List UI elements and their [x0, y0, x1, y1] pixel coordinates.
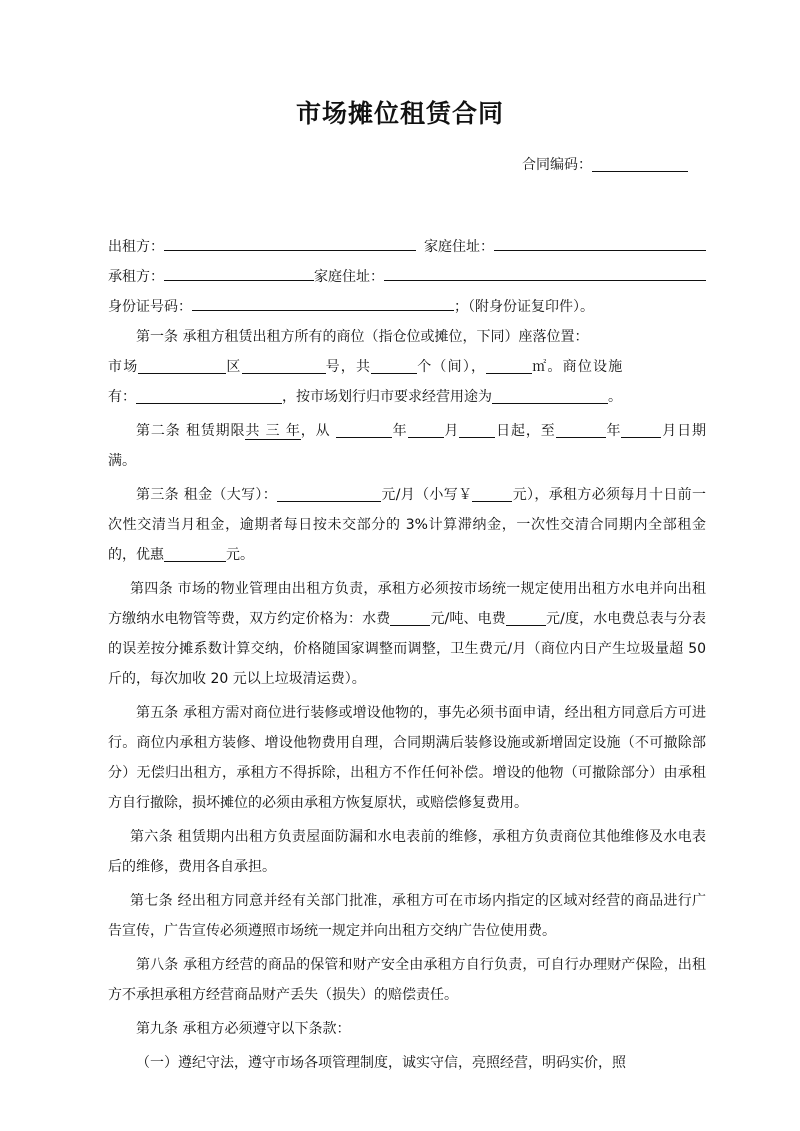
- article-1-facilities: [108, 382, 706, 412]
- facilities-label: 有：: [108, 389, 136, 405]
- sanitation-text: 元/月（商位内日产生垃圾量超 50 斤的，每次加收 20 元以上垃圾清运费）。: [108, 641, 707, 687]
- discount-blank[interactable]: [164, 545, 226, 562]
- article-4-text: 第四条 市场的物业管理由出租方负责，承租方必须按市场统一规定使用出租方水电并向出租方缴纳水电物管等费，双方约定价格为：水费: [108, 581, 706, 627]
- article-3-text: 元），承租方必须每月十日前一次性交清当月租金，逾期者每日按未交部分的 3%计算滞纳金，一次性交清合同期内全部租金的，优惠: [108, 487, 706, 563]
- power-fee-blank[interactable]: [506, 609, 546, 626]
- article-8: 第八条 承租方经营的商品的保管和财产安全由承租方自行负责，可自行办理财产保险，出租方不承担承租方经营商品财产丢失（损失）的赔偿责任。: [108, 957, 706, 1003]
- lessee-row: [108, 262, 706, 292]
- contract-number: [522, 154, 688, 174]
- start-month-label: 月: [443, 423, 460, 439]
- end-month-blank[interactable]: [621, 421, 661, 438]
- end-year-label: 年: [605, 423, 622, 439]
- usage-label: ，按市场划行归市要求经营用途为: [282, 389, 492, 405]
- rent-label: 第三条 租金（大写）：: [136, 487, 278, 503]
- start-year-blank[interactable]: [336, 421, 392, 438]
- start-day-blank[interactable]: [459, 421, 495, 438]
- start-year-label: 年: [391, 423, 408, 439]
- article-7: 第七条 经出租方同意并经有关部门批准，承租方可在市场内指定的区域对经营的商品进行广告宣传，广告宣传必须遵照市场统一规定并向出租方交纳广告位使用费。: [108, 893, 706, 939]
- rent-small-blank[interactable]: [472, 485, 512, 502]
- water-unit: 元/吨、电费: [430, 611, 506, 627]
- article-3: [108, 480, 706, 570]
- article-9-item-1: （一）遵纪守法，遵守市场各项管理制度，诚实守信，亮照经营，明码实价，照: [136, 1055, 626, 1071]
- end-day-label: 日期满。: [108, 423, 707, 469]
- discount-unit: 元。: [226, 547, 254, 563]
- size-blank[interactable]: [486, 357, 532, 374]
- article-6: 第六条 租赁期内出租方负责屋面防漏和水电表前的维修，承租方负责商位其他维修及水电表后的维修，费用各自承担。: [108, 829, 706, 875]
- article-1-text: 第一条 承租方租赁出租方所有的商位（指仓位或摊位，下同）座落位置：: [136, 329, 589, 345]
- end-month-label: 月: [661, 423, 678, 439]
- id-row: [108, 292, 706, 322]
- area-label: 区: [226, 359, 242, 375]
- article-9: 第九条 承租方必须遵守以下条款：: [136, 1021, 351, 1037]
- article-4: [108, 574, 706, 694]
- start-day-label: 日起，至: [495, 423, 556, 439]
- article-1: [108, 322, 706, 352]
- lessee-address-label: 家庭住址：: [314, 269, 384, 285]
- rent-small-label: 元/月（小写￥: [381, 487, 473, 503]
- area-blank[interactable]: [242, 357, 326, 374]
- market-blank[interactable]: [138, 357, 226, 374]
- contract-body: [108, 232, 706, 1078]
- article-2: [108, 416, 706, 476]
- count-blank[interactable]: [371, 357, 417, 374]
- market-label: 市场: [108, 359, 139, 375]
- usage-blank[interactable]: [492, 387, 608, 404]
- lessor-address-blank[interactable]: [494, 234, 706, 251]
- id-number-blank[interactable]: [192, 294, 454, 311]
- water-fee-blank[interactable]: [390, 609, 430, 626]
- usage-end: 。: [608, 389, 622, 405]
- unit-label: 个（间），: [417, 359, 487, 375]
- lessor-address-label: 家庭住址：: [424, 239, 494, 255]
- contract-number-blank[interactable]: [592, 155, 688, 172]
- facilities-blank[interactable]: [136, 387, 282, 404]
- number-label: 号，共: [325, 359, 372, 375]
- lease-term: 共 三 年: [245, 423, 301, 439]
- rent-capital-blank[interactable]: [277, 485, 381, 502]
- article-2-label: 第二条 租赁期限: [136, 423, 246, 439]
- document-title: 市场摊位租赁合同: [295, 99, 504, 128]
- lessor-name-blank[interactable]: [164, 234, 416, 251]
- lessee-name-blank[interactable]: [164, 264, 314, 281]
- power-unit: 元/度，水电费总表与分表的误差按分摊系数计算交纳，价格随国家调整而调整，卫生费: [108, 611, 707, 657]
- contract-number-label: 合同编码：: [522, 157, 592, 173]
- lessor-label: 出租方：: [108, 239, 164, 255]
- id-label: 身份证号码：: [108, 299, 192, 315]
- article-1-location: [108, 352, 706, 382]
- article-5: 第五条 承租方需对商位进行装修或增设他物的，事先必须书面申请，经出租方同意后方可进行。商位内承租方装修、增设他物费用自理，合同期满后装修设施或新增固定设施（不可撤除部分）无偿归出租方，承租方不得拆除，出租方不作任何补偿。增设的他物（可撤除部分）由承租方自行撤除，损坏摊位的必须由承租方恢复原状，或赔偿修复费用。: [108, 705, 706, 811]
- size-label: ㎡。商位设施: [532, 359, 624, 375]
- end-year-blank[interactable]: [556, 421, 606, 438]
- lessee-label: 承租方：: [108, 269, 164, 285]
- from-label: ，从: [300, 423, 336, 439]
- lessee-address-blank[interactable]: [384, 264, 706, 281]
- lessor-row: [108, 232, 706, 262]
- start-month-blank[interactable]: [408, 421, 444, 438]
- id-note: ；（附身份证复印件）。: [454, 299, 594, 315]
